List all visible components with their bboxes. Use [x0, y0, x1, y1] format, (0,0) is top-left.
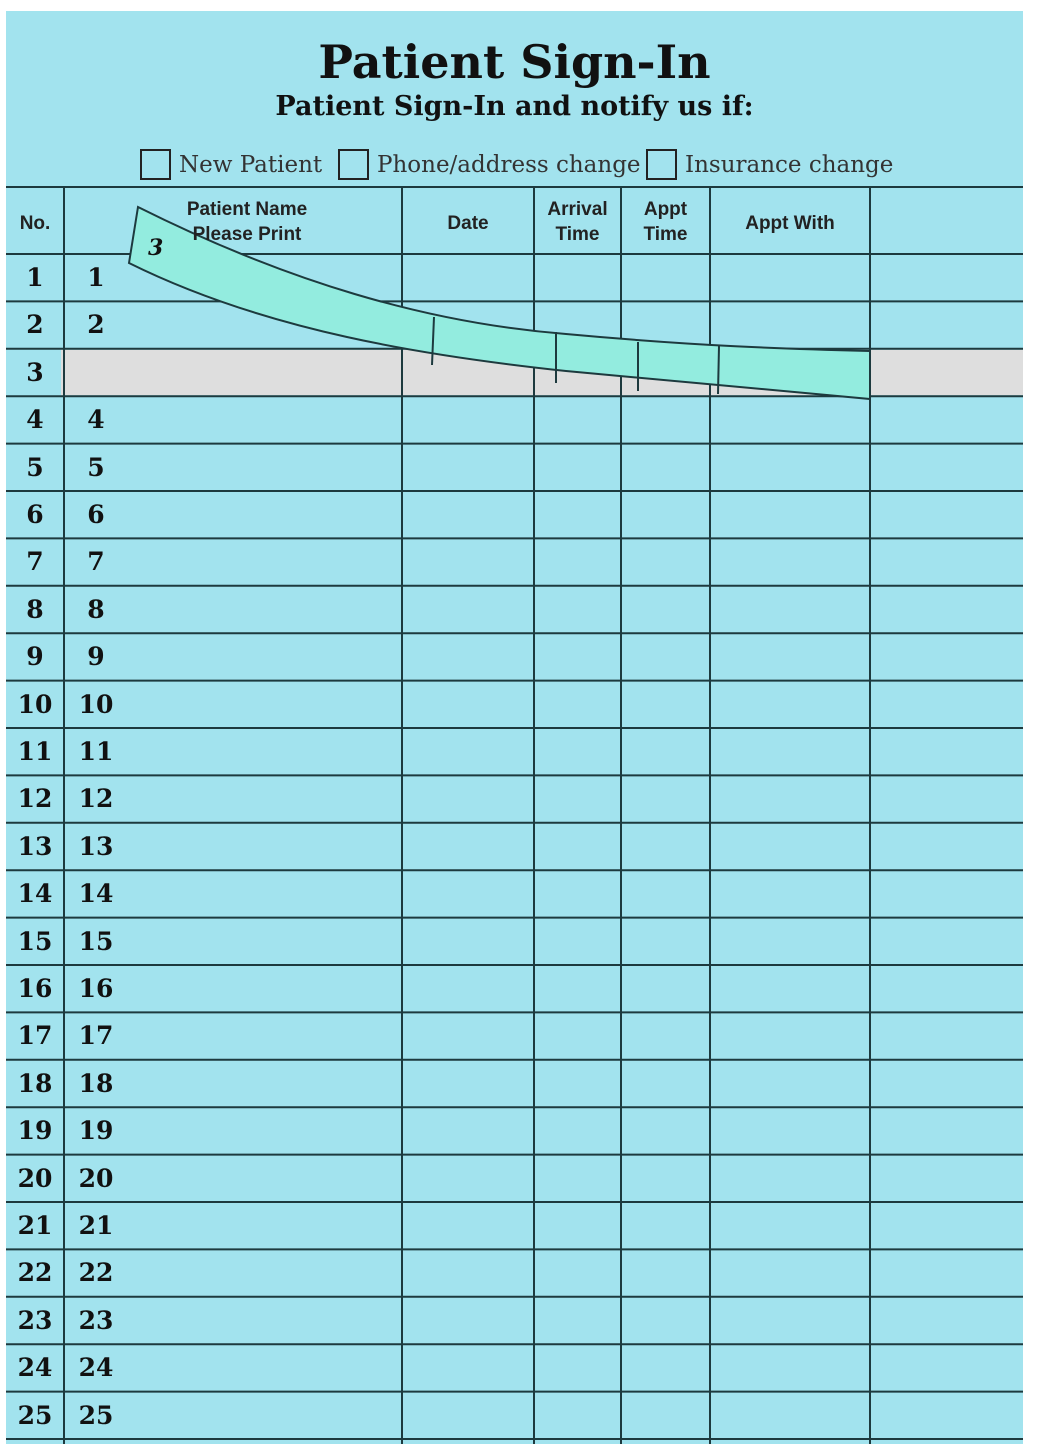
- row-number: 9: [26, 642, 44, 672]
- header-arrival-time: [534, 197, 621, 247]
- page-subtitle: Patient Sign-In and notify us if:: [275, 91, 754, 122]
- row-number: 16: [17, 974, 53, 1003]
- label-number: 5: [87, 452, 105, 482]
- peeled-label-divider: [718, 346, 719, 394]
- label-number: 1: [87, 263, 105, 292]
- header-patient-name-line2: Please Print: [192, 224, 302, 245]
- header-appt-line1: Appt: [643, 199, 688, 220]
- row-number: 20: [17, 1163, 53, 1193]
- row-number: 14: [17, 879, 53, 909]
- label-number: 20: [78, 1163, 114, 1193]
- label-number: 6: [87, 500, 105, 529]
- label-number: 17: [78, 1021, 114, 1051]
- sign-in-sheet: [6, 11, 1023, 1444]
- row-number: 17: [17, 1021, 53, 1051]
- label-number: 16: [78, 974, 114, 1003]
- row-number: 11: [17, 737, 53, 766]
- header-no: No.: [19, 213, 51, 234]
- insurance-change-label: Insurance change: [685, 151, 894, 178]
- label-number: 23: [78, 1305, 114, 1335]
- label-number: 13: [78, 831, 114, 861]
- row-number: 22: [17, 1258, 53, 1288]
- row-number: 25: [17, 1400, 53, 1430]
- row-number: 21: [17, 1211, 53, 1240]
- row-number: 18: [17, 1068, 53, 1098]
- label-number: 8: [87, 594, 105, 624]
- row-number: 3: [26, 357, 44, 387]
- row-number: 8: [26, 594, 44, 624]
- label-number: 25: [78, 1400, 114, 1430]
- row-number: 7: [26, 547, 44, 577]
- row-number: 2: [26, 310, 44, 340]
- header-patient-name-line1: Patient Name: [186, 199, 308, 220]
- page-title: Patient Sign-In: [318, 35, 711, 89]
- label-number: 18: [78, 1068, 114, 1098]
- label-number: 22: [78, 1258, 114, 1288]
- label-number: 7: [87, 547, 105, 577]
- label-number: 10: [78, 689, 114, 719]
- row-number: 10: [17, 689, 53, 719]
- label-number: 4: [87, 405, 105, 435]
- label-number: 12: [78, 784, 114, 814]
- label-number: 2: [87, 310, 105, 340]
- row-number: 4: [26, 405, 44, 435]
- header-appt-line2: Time: [643, 224, 688, 245]
- row-number: 1: [26, 263, 44, 292]
- row-number: 13: [17, 831, 53, 861]
- row-number: 23: [17, 1305, 53, 1335]
- header-patient-name: [136, 197, 358, 247]
- row-number: 24: [17, 1353, 53, 1383]
- header-arrival-line1: Arrival: [547, 199, 608, 220]
- label-number: 9: [87, 642, 105, 672]
- row-number: 5: [26, 452, 44, 482]
- label-number: 11: [78, 737, 114, 766]
- row-number: 12: [17, 784, 53, 814]
- row-number: 15: [17, 926, 53, 956]
- label-number: 21: [78, 1211, 114, 1240]
- label-number: 24: [78, 1353, 114, 1383]
- header-arrival-line2: Time: [555, 224, 600, 245]
- label-number: 15: [78, 926, 114, 956]
- label-number: 19: [78, 1116, 114, 1146]
- header-date: Date: [447, 213, 489, 234]
- header-appt-time: [621, 197, 710, 247]
- row-number: 6: [26, 500, 44, 529]
- row-number: 19: [17, 1116, 53, 1146]
- label-number: 14: [78, 879, 114, 909]
- new-patient-label: New Patient: [179, 151, 323, 178]
- peeled-label-number: 3: [148, 235, 164, 261]
- header-appt-with: Appt With: [745, 213, 835, 234]
- address-change-label: Phone/address change: [377, 151, 641, 178]
